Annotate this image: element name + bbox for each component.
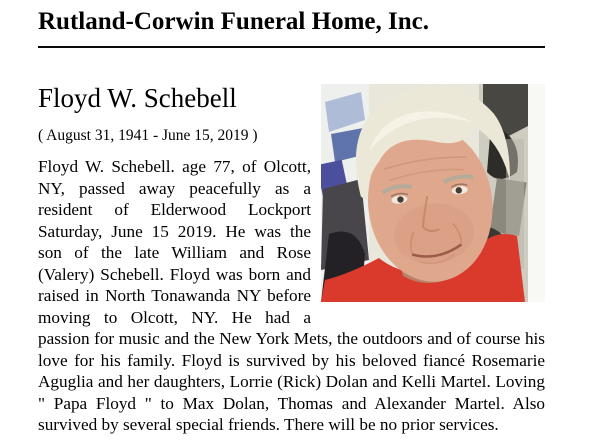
portrait-photo-svg bbox=[321, 84, 545, 302]
obituary-text: Floyd W. Schebell. age 77, of Olcott, NY, passed away peacefully as a resident of Elderwood Lockport Saturday, June 15 2019. He was the son of the late William and Rose (Valery) Schebell. Floyd was born and raised in North Tonawanda NY before moving to Olcott, NY. He had a passion for music and the New York Mets, the outdoors and of course his love for his family. Floyd is survived by his beloved fiancé Rosemarie Aguglia and her daughters, Lorrie (Rick) Dolan and Kelli Martel. Loving " Papa Floyd " to Max Dolan, Thomas and Alexander Martel. Also survived by several special friends. There will be no prior services. bbox=[38, 157, 545, 435]
deceased-name: Floyd W. Schebell bbox=[38, 83, 237, 113]
funeral-home-title: Rutland-Corwin Funeral Home, Inc. bbox=[38, 8, 429, 35]
portrait-photo bbox=[321, 84, 545, 302]
obituary-content bbox=[38, 48, 545, 436]
life-dates: ( August 31, 1941 - June 15, 2019 ) bbox=[38, 126, 258, 144]
